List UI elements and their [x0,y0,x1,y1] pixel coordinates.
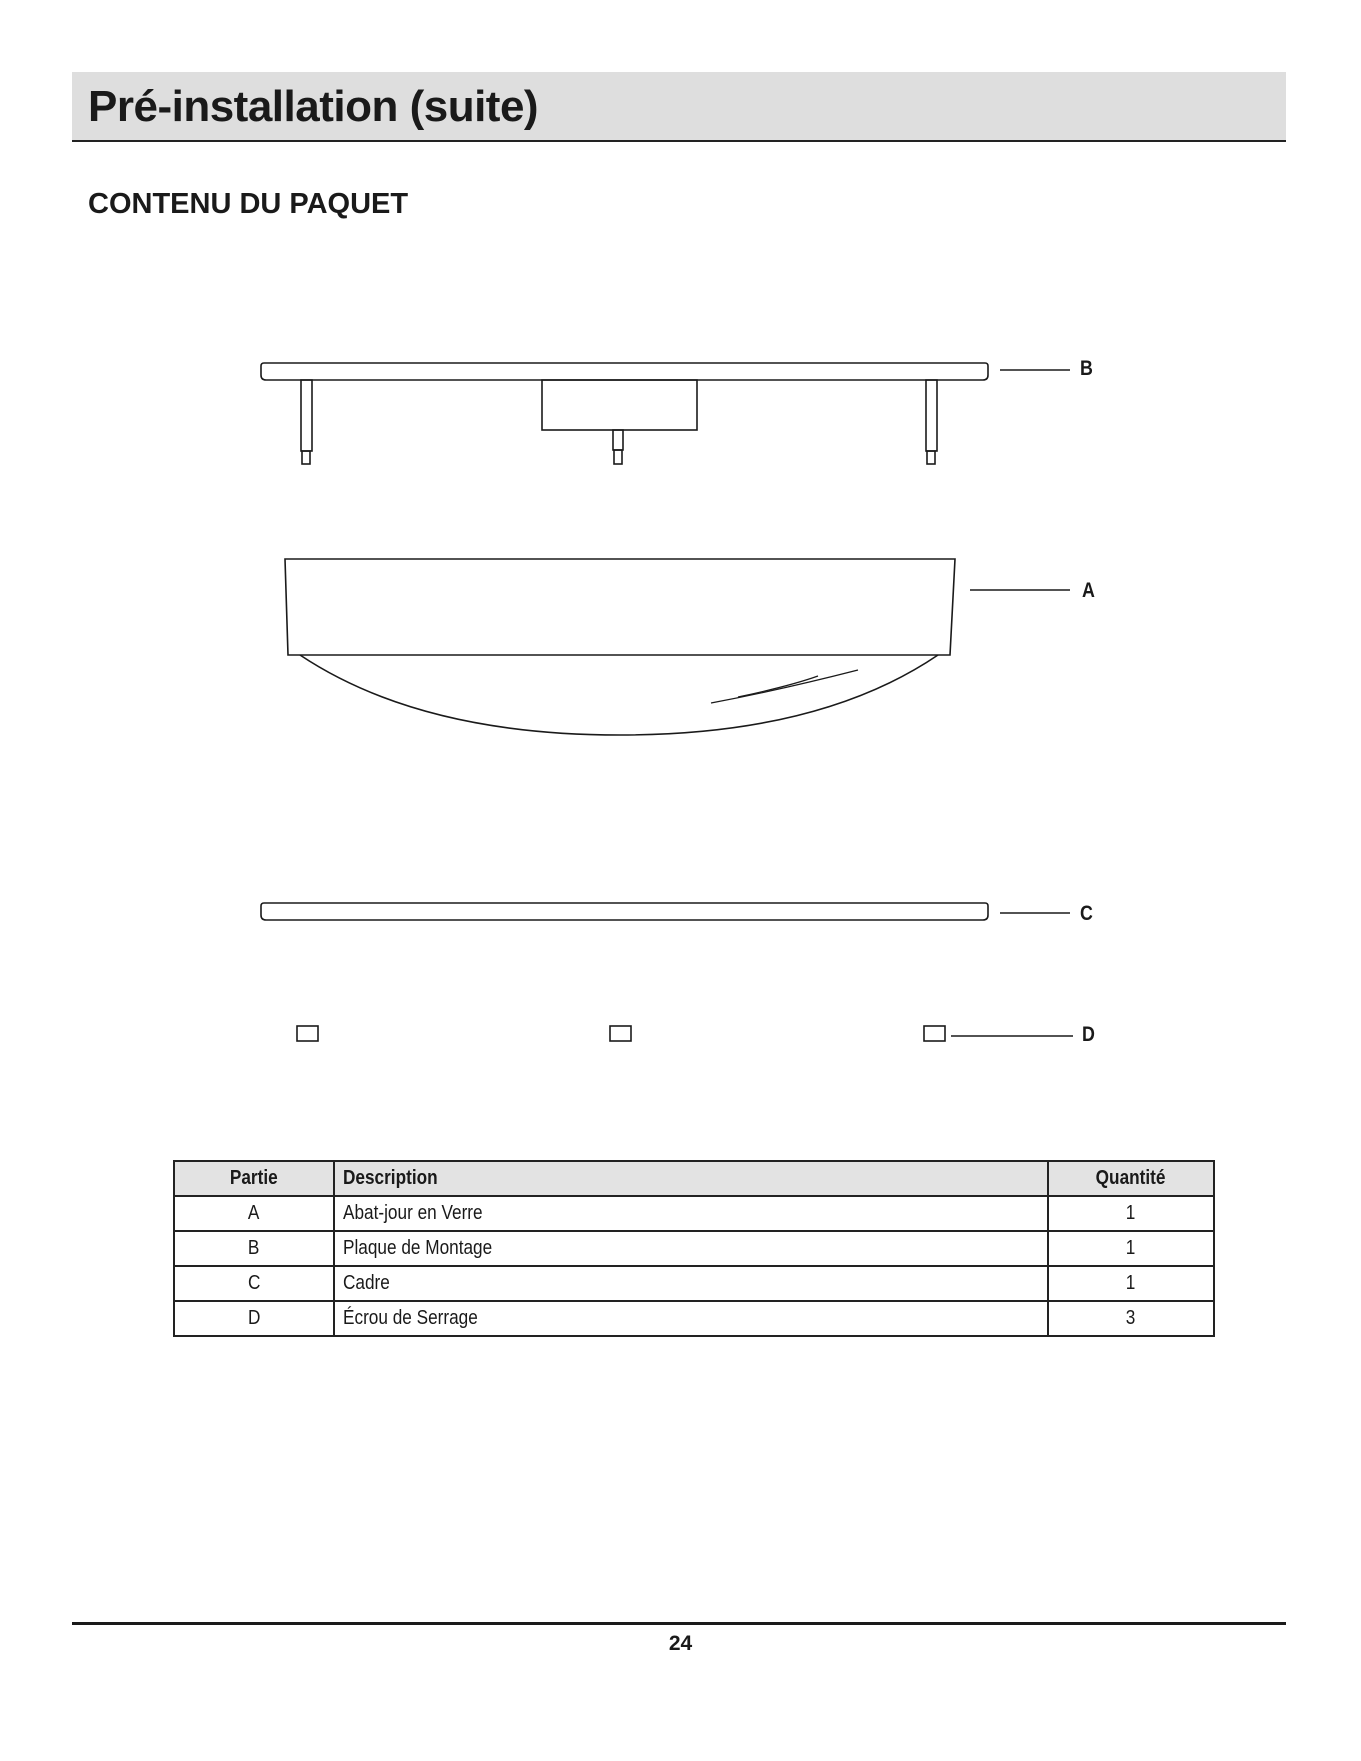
table-row [174,1301,1214,1336]
column-header-quantity: Quantité [1048,1161,1214,1196]
page-number: 24 [668,1632,693,1655]
finial-nut-illustration [610,1026,631,1041]
cell-part: B [174,1231,334,1266]
cell-quantity: 1 [1048,1196,1214,1231]
table-header-row [174,1161,1214,1196]
cell-description: Écrou de Serrage [334,1301,1048,1336]
cell-quantity: 3 [1048,1301,1214,1336]
cell-description: Abat-jour en Verre [334,1196,1048,1231]
column-header-description: Description [334,1161,1048,1196]
mounting-plate-illustration [261,363,988,464]
part-label-d: D [1082,1023,1095,1046]
column-header-part: Partie [174,1161,334,1196]
cell-quantity: 1 [1048,1266,1214,1301]
glass-shade-illustration [285,559,955,735]
cell-part: C [174,1266,334,1301]
table-row [174,1196,1214,1231]
frame-illustration [261,903,988,920]
part-label-b: B [1080,357,1093,380]
table-row [174,1266,1214,1301]
cell-part: D [174,1301,334,1336]
part-label-c: C [1080,902,1093,925]
page-title: Pré-installation (suite) [88,82,539,131]
cell-part: A [174,1196,334,1231]
footer-rule [72,1622,1286,1625]
parts-table [173,1160,1215,1337]
cell-description: Cadre [334,1266,1048,1301]
finial-nut-illustration [924,1026,945,1041]
section-title: CONTENU DU PAQUET [88,188,409,220]
finial-nut-illustration [297,1026,318,1041]
cell-quantity: 1 [1048,1231,1214,1266]
part-label-a: A [1082,579,1095,602]
table-row [174,1231,1214,1266]
cell-description: Plaque de Montage [334,1231,1048,1266]
